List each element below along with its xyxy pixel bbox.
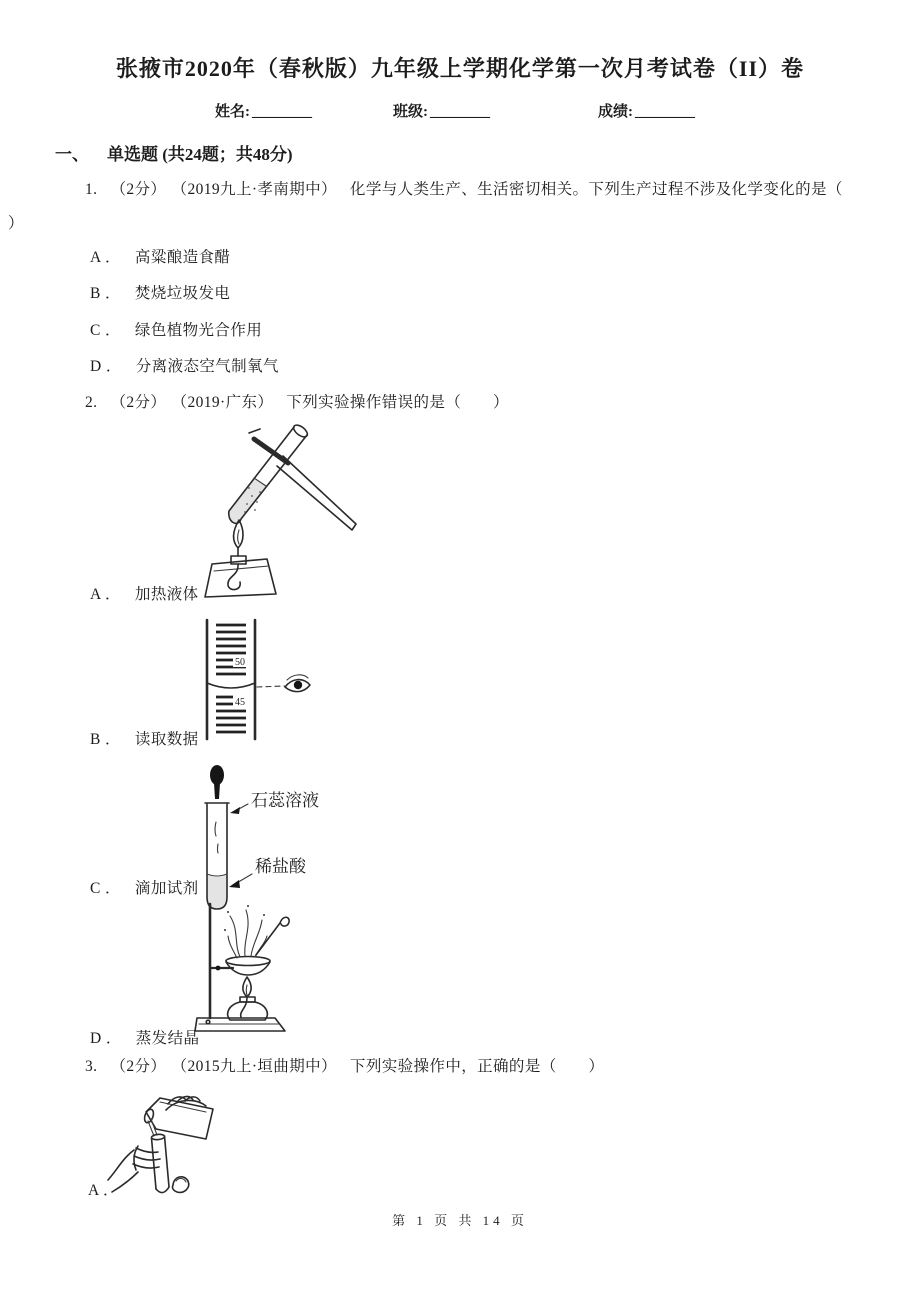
option-text: 读取数据: [134, 731, 199, 748]
evaporating-dish: [226, 957, 270, 976]
question-1-text: 化学与人类生产、生活密切相关。下列生产过程不涉及化学变化的是（: [349, 181, 843, 198]
eye-icon: [285, 675, 310, 692]
figure-adding-reagent: [195, 762, 390, 912]
question-1-stem-wrap: ）: [8, 215, 24, 232]
figure-heating-liquid: [197, 424, 412, 602]
flame-icon: [243, 977, 251, 997]
option-label: D ．: [90, 1030, 122, 1047]
graduated-cylinder: [207, 620, 255, 739]
iron-stand: [195, 904, 285, 1031]
cylinder-upper-mark: 50: [235, 657, 245, 668]
question-2-option-d: [90, 1028, 199, 1050]
flame-icon: [234, 520, 243, 548]
question-2-option-a: [90, 584, 199, 606]
option-text: 绿色植物光合作用: [134, 322, 263, 339]
question-3-source: （2015九上·垣曲期中）: [179, 1058, 337, 1075]
question-2-score: （2分）: [110, 394, 167, 411]
option-text: 分离液态空气制氧气: [135, 358, 279, 375]
score-field-label: 成绩:: [598, 104, 633, 120]
question-1-option-a: [90, 247, 230, 269]
section-heading: [55, 140, 293, 165]
question-3-option-a: [88, 1180, 133, 1202]
question-3-score: （2分）: [110, 1058, 167, 1075]
section-marker: 一、: [55, 145, 89, 164]
label-litmus: [230, 791, 319, 814]
question-1-option-d: [90, 356, 279, 378]
cylinder-lower-mark: 45: [235, 697, 245, 708]
question-1-stem: [85, 179, 843, 201]
option-text: 焚烧垃圾发电: [134, 285, 231, 302]
figure-reading-cylinder: [195, 617, 313, 743]
class-field-blank: ________: [430, 104, 490, 120]
question-1-score: （2分）: [110, 181, 167, 198]
section-title: 单选题 (共24题；共48分): [107, 145, 293, 164]
name-field: [215, 100, 312, 121]
score-field: [598, 100, 695, 121]
question-1-number: 1.: [85, 181, 98, 198]
option-text: 高粱酿造食醋: [134, 249, 231, 266]
question-3-stem: [85, 1056, 604, 1078]
option-text: 滴加试剂: [134, 880, 199, 897]
question-2-option-c: [90, 878, 199, 900]
question-2-text: 下列实验操作错误的是（ ）: [286, 394, 509, 411]
page-title: 张掖市2020年（春秋版）九年级上学期化学第一次月考试卷（II）卷: [115, 56, 805, 81]
stopper: [172, 1177, 188, 1193]
question-1-option-b: [90, 283, 230, 305]
litmus-label-text: 石蕊溶液: [251, 791, 319, 810]
figure-evaporation: [193, 898, 343, 1040]
option-label: A ．: [90, 586, 121, 603]
question-2-number: 2.: [85, 394, 98, 411]
sight-line: [257, 686, 285, 687]
label-dilute-acid: [229, 857, 307, 888]
question-1-option-c: [90, 320, 262, 342]
option-label: A ．: [90, 249, 121, 266]
page-footer: 第 1 页 共 14 页: [392, 1213, 528, 1228]
option-text: 蒸发结晶: [135, 1030, 200, 1047]
class-field-label: 班级:: [393, 104, 428, 120]
dropper: [210, 765, 224, 799]
class-field: [393, 100, 490, 121]
test-tube: [205, 803, 229, 909]
option-label: C ．: [90, 322, 121, 339]
option-label: D ．: [90, 358, 122, 375]
acid-label-text: 稀盐酸: [255, 857, 306, 876]
score-field-blank: ________: [635, 104, 695, 120]
option-label: B ．: [90, 285, 121, 302]
name-field-label: 姓名:: [215, 104, 250, 120]
question-2-source: （2019·广东）: [179, 394, 274, 411]
option-label: B ．: [90, 731, 121, 748]
alcohol-lamp: [205, 548, 276, 597]
question-3-text: 下列实验操作中，正确的是（ ）: [349, 1058, 605, 1075]
option-label: C ．: [90, 880, 121, 897]
question-1-source: （2019九上·孝南期中）: [179, 181, 337, 198]
question-2-option-b: [90, 729, 199, 751]
test-tube-holder: [249, 429, 356, 530]
test-tube: [151, 1134, 169, 1193]
question-3-number: 3.: [85, 1058, 98, 1075]
test-tube: [229, 423, 310, 524]
name-field-blank: ________: [252, 104, 312, 120]
option-text: 加热液体: [134, 586, 199, 603]
question-2-stem: [85, 392, 509, 414]
option-label: A ．: [88, 1182, 119, 1199]
alcohol-lamp: [228, 997, 268, 1020]
